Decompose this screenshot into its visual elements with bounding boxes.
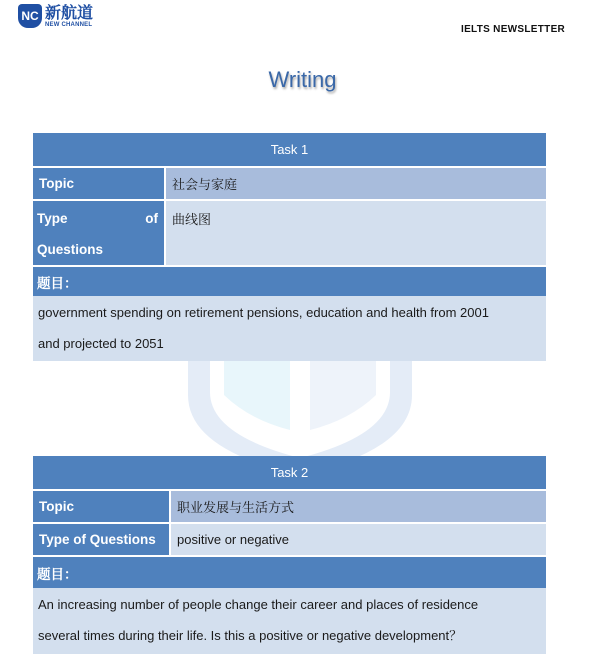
task1-topic-label: Topic	[33, 168, 164, 199]
logo-badge: NC	[18, 4, 42, 28]
task1-type-label-word3: Questions	[37, 242, 104, 257]
task1-question-line2: and projected to 2051	[38, 336, 164, 351]
task2-topic-row	[33, 491, 546, 522]
task1-type-value: 曲线图	[164, 201, 546, 265]
task1-topic-row	[33, 168, 546, 199]
logo-english-text: NEW CHANNEL	[45, 21, 93, 28]
task2-heading: Task 2	[33, 456, 546, 489]
task1-question-text	[33, 296, 546, 361]
task1-type-row	[33, 201, 546, 265]
newsletter-label: IELTS NEWSLETTER	[461, 24, 566, 35]
page-title: Writing	[268, 67, 337, 92]
task2-type-row	[33, 524, 546, 555]
task2-question-line2: several times during their life. Is this a positive or negative development？	[38, 628, 463, 643]
task2-type-label: Type of Questions	[33, 524, 169, 555]
task2-question-line1: An increasing number of people change their career and places of residence	[38, 597, 479, 612]
task1-question-line1: government spending on retirement pensions, education and health from 2001	[38, 305, 489, 320]
task2-question-text	[33, 588, 546, 654]
task1-topic-value: 社会与家庭	[164, 168, 546, 199]
task2-question-label: 题目：	[33, 557, 546, 588]
task1-type-label	[33, 201, 164, 265]
task1-heading: Task 1	[33, 133, 546, 166]
task1-type-label-word1: Type	[37, 211, 68, 226]
task2-type-value: positive or negative	[169, 524, 546, 555]
logo	[18, 4, 93, 28]
task1-question-label: 题目：	[33, 267, 546, 296]
task2-topic-value: 职业发展与生活方式	[169, 491, 546, 522]
task2-topic-label: Topic	[33, 491, 169, 522]
task1-type-label-word2: of	[145, 211, 158, 226]
logo-chinese-text: 新航道	[45, 2, 94, 22]
